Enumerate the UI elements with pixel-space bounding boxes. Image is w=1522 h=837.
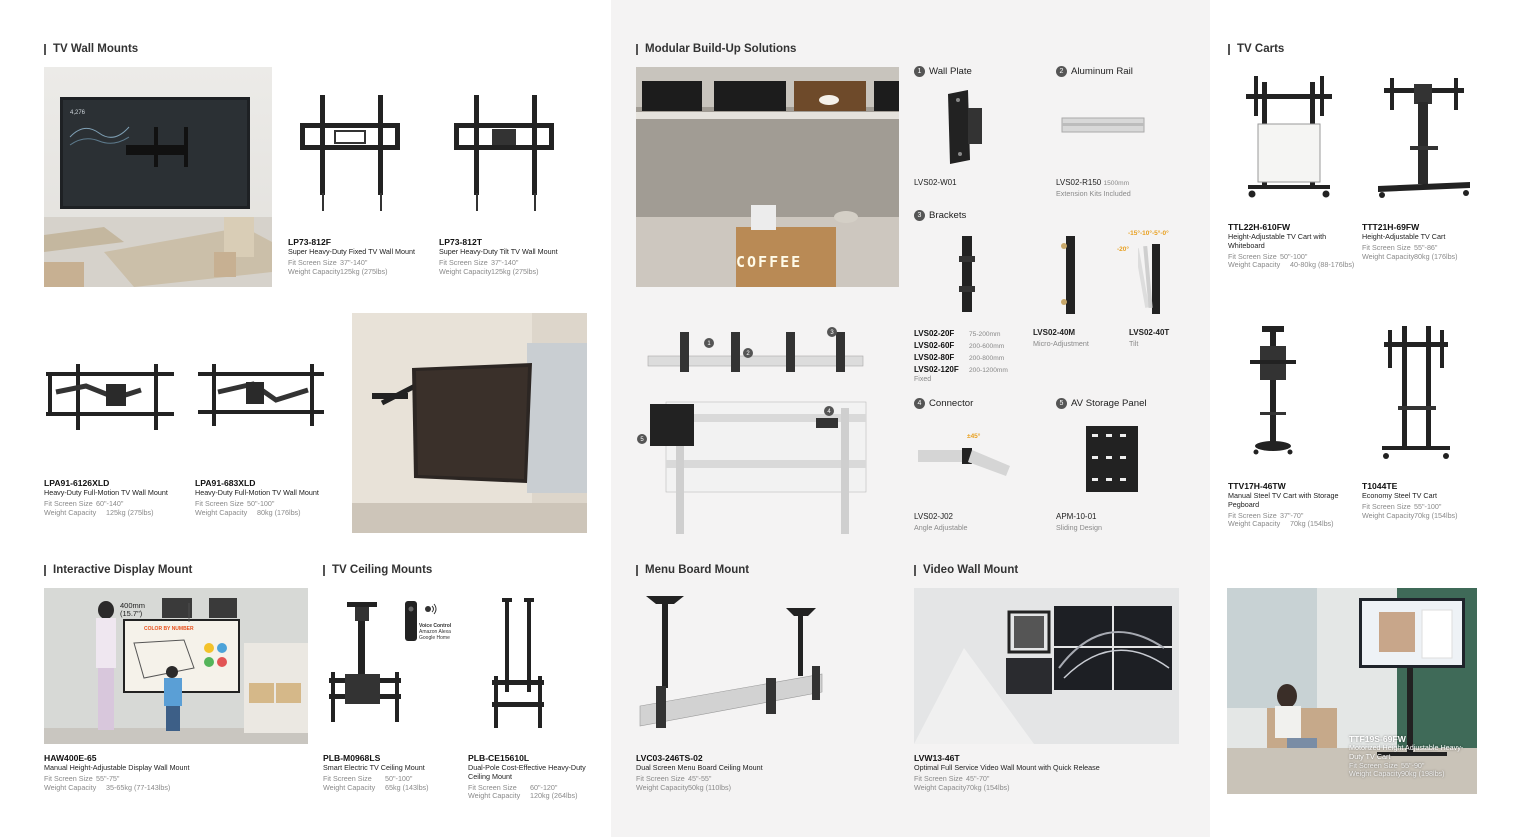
modular-assembly-diagram [636, 322, 870, 534]
av-storage-panel-image [1086, 426, 1138, 492]
svg-text:2: 2 [746, 351, 750, 357]
interactive-display-photo [44, 588, 308, 744]
coffee-shop-photo [636, 67, 899, 287]
lp73-812t-mount-image [454, 93, 554, 213]
product-info-ttt21h-69fw: TTT21H-69FW Height-Adjustable TV Cart Fit Screen Size 55"-86" Weight Capacity80kg (176lbs) [1362, 222, 1458, 261]
product-info-lpa91-6126xld: LPA91-6126XLD Heavy-Duty Full-Motion TV Wall Mount Fit Screen Size 60"-140" Weight Capacity 125kg (275lbs) [44, 478, 168, 517]
part-heading-av-panel: 5 AV Storage Panel [1056, 398, 1147, 409]
wall-plate-image [938, 90, 988, 164]
section-title-video-wall: Video Wall Mount [914, 565, 1018, 576]
voice-control-label: Voice Control Amazon Alexa Google Home [419, 623, 452, 641]
connector-info: LVS02-J02 Angle Adjustable [914, 512, 968, 532]
part-heading-connector: 4 Connector [914, 398, 973, 409]
voice-icon [421, 603, 437, 624]
product-info-haw400e-65: HAW400E-65 Manual Height-Adjustable Display Wall Mount Fit Screen Size 55"-75" Weight Capacity 35-65kg (77-143lbs) [44, 753, 190, 792]
section-title-modular: Modular Build-Up Solutions [636, 44, 796, 55]
tilt-angles: -15°-10°-5°-0° [1128, 230, 1169, 237]
product-info-lp73-812f: LP73-812F Super Heavy-Duty Fixed TV Wall Mount Fit Screen Size 37"-140" Weight Capacity125kg (275lbs) [288, 237, 416, 276]
av-panel-info: APM-10-01 Sliding Design [1056, 512, 1102, 532]
product-info-t1044te: T1044TE Economy Steel TV Cart Fit Screen Size 55"-100" Weight Capacity70kg (154lbs) [1362, 481, 1458, 520]
plb-m0968ls-mount-image [325, 598, 405, 726]
tilt-bracket-image [1138, 244, 1174, 314]
rail-info: LVS02-R150 1500mm Extension Kits Included [1056, 178, 1131, 198]
section-title-menu-board: Menu Board Mount [636, 565, 749, 576]
lpa91-683xld-mount-image [198, 362, 324, 434]
wall-plate-model: LVS02-W01 [914, 178, 957, 187]
product-info-plb-ce15610l: PLB-CE15610L Dual-Pole Cost-Effective Heavy-Duty Ceiling Mount Fit Screen Size 60"-120" Weight Capacity 120kg (264lbs) [468, 753, 586, 801]
board-title: COLOR BY NUMBER [144, 626, 194, 632]
fixed-bracket-image [956, 236, 978, 312]
tilt-bracket-info: LVS02-40T Tilt [1129, 328, 1170, 348]
lpa91-6126xld-mount-image [46, 362, 174, 434]
product-info-plb-m0968ls: PLB-M0968LS Smart Electric TV Ceiling Mount Fit Screen Size 50"-100" Weight Capacity 65kg (143lbs) [323, 753, 429, 792]
product-info-lvw13-46t: LVW13-46T Optimal Full Service Video Wall Mount with Quick Release Fit Screen Size 45"-70" Weight Capacity70kg (154lbs) [914, 753, 1100, 792]
svg-text:1: 1 [707, 341, 711, 347]
tilt-angle-low: -20° [1117, 246, 1129, 253]
tv-screen-number: 4,276 [70, 110, 86, 116]
coffee-sign-text: COFFEE [736, 253, 803, 271]
product-info-lp73-812t: LP73-812T Super Heavy-Duty Tilt TV Wall Mount Fit Screen Size 37"-140" Weight Capacity125kg (275lbs) [439, 237, 558, 276]
ttl22h-610fw-cart-image [1244, 72, 1334, 200]
section-title-tv-carts: TV Carts [1228, 44, 1284, 55]
part-heading-wall-plate: 1 Wall Plate [914, 66, 972, 77]
part-heading-aluminum-rail: 2 Aluminum Rail [1056, 66, 1133, 77]
connector-image [918, 436, 1010, 482]
product-info-ttv17h-46tw: TTV17H-46TW Manual Steel TV Cart with Storage Pegboard Fit Screen Size 37"-70" Weight Capacity 70kg (154lbs) [1228, 481, 1339, 529]
product-info-lvc03-246ts-02: LVC03-246TS-02 Dual Screen Menu Board Ceiling Mount Fit Screen Size 45"-55" Weight Capacity50kg (110lbs) [636, 753, 763, 792]
part-heading-brackets: 3 Brackets [914, 210, 966, 221]
product-info-ttl22h-610fw: TTL22H-610FW Height-Adjustable TV Cart with Whiteboard Fit Screen Size 50"-100" Weight Capacity 40-80kg (88-176lbs) [1228, 222, 1355, 270]
micro-bracket-image [1058, 236, 1084, 314]
product-info-ttf19s-69fw: TTF19S-69FW Motorized Height Adjustable Heavy-Duty TV Cart Fit Screen Size 55"-90" Weight Capacity90kg (198lbs) [1349, 734, 1464, 779]
height-callout: 400mm (15.7") [120, 601, 146, 619]
video-wall-photo [914, 588, 1179, 744]
section-title-tv-ceiling-mounts: TV Ceiling Mounts [323, 565, 432, 576]
aluminum-rail-image [1060, 115, 1146, 135]
svg-text:3: 3 [830, 330, 834, 336]
micro-bracket-info: LVS02-40M Micro-Adjustment [1033, 328, 1089, 348]
remote-control-icon [404, 600, 418, 642]
product-info-lpa91-683xld: LPA91-683XLD Heavy-Duty Full-Motion TV Wall Mount Fit Screen Size 50"-100" Weight Capacity 80kg (176lbs) [195, 478, 319, 517]
brackets-model-list: LVS02-20F 75-200mm LVS02-60F 200-600mm LVS02-80F 200-800mm LVS02-120F 200-1200mm Fixed [914, 329, 1008, 383]
connector-angle: ±45° [967, 433, 981, 440]
full-motion-room-photo [352, 313, 587, 533]
section-title-tv-wall-mounts: TV Wall Mounts [44, 44, 138, 55]
lp73-812f-mount-image [300, 93, 400, 213]
section-title-interactive-display: Interactive Display Mount [44, 565, 192, 576]
svg-text:5: 5 [640, 437, 644, 443]
svg-text:4: 4 [827, 409, 831, 415]
menu-board-mount-image [638, 594, 824, 734]
ttt21h-69fw-cart-image [1376, 74, 1472, 200]
ttv17h-46tw-cart-image [1250, 326, 1296, 460]
plb-ce15610l-mount-image [490, 596, 546, 732]
tv-wall-room-photo [44, 67, 272, 287]
office-cart-photo [1227, 588, 1477, 794]
t1044te-cart-image [1380, 324, 1452, 466]
